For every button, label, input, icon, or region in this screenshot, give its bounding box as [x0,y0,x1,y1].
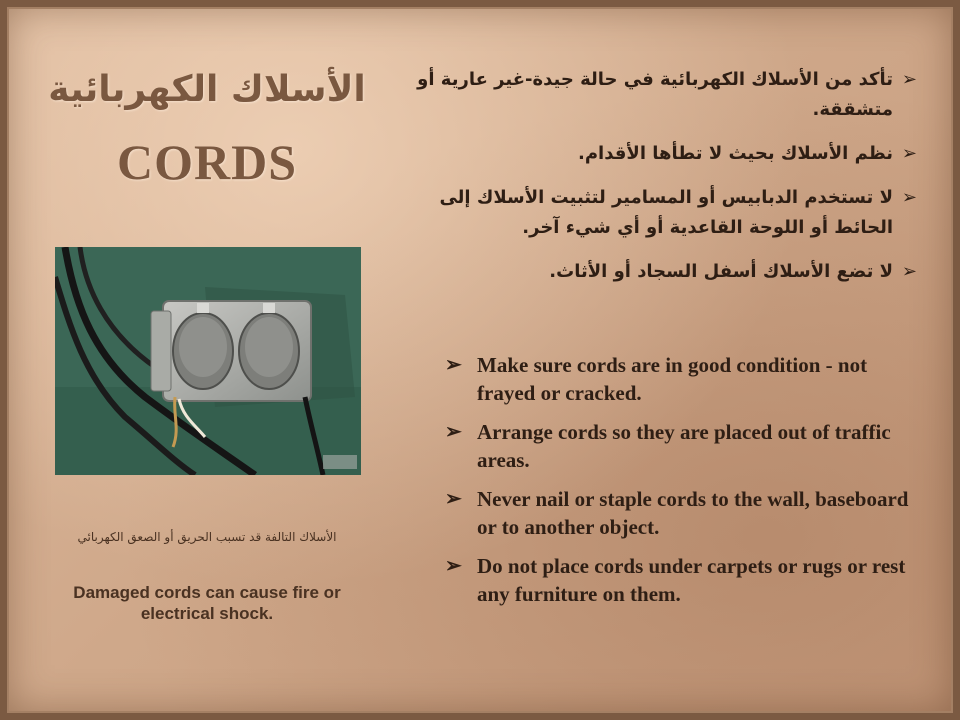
arabic-point-text: لا تستخدم الدبابيس أو المسامير لتثبيت الأسلاك إلى الحائط أو اللوحة القاعدية أو أي شيء آخر. [439,187,893,238]
english-point-text: Arrange cords so they are placed out of traffic areas. [477,420,891,472]
arrow-bullet-icon: ➢ [445,555,462,577]
damaged-cord-photo [55,247,361,475]
title-arabic: الأسلاك الكهربائية [48,69,366,110]
outlet-photo-icon [55,247,361,475]
english-point-text: Never nail or staple cords to the wall, baseboard or to another object. [477,487,909,539]
list-item [445,485,925,541]
arrow-bullet-icon: ➢ [445,354,462,376]
arabic-point-text: لا تضع الأسلاك أسفل السجاد أو الأثاث. [549,261,893,282]
english-point-text: Make sure cords are in good condition - not frayed or cracked. [477,353,868,405]
title-english: CORDS [116,134,298,190]
arabic-point-text: نظم الأسلاك بحيث لا تطأها الأقدام. [578,143,893,164]
arrow-bullet-icon: ➢ [901,261,917,282]
list-item [387,139,917,169]
english-point-text: Do not place cords under carpets or rugs or rest any furniture on them. [477,554,906,606]
arrow-bullet-icon: ➢ [445,421,462,443]
list-item [445,418,925,474]
english-bullet-list [445,351,925,619]
caption-arabic: الأسلاك التالفة قد تسبب الحريق أو الصعق الكهربائي [77,530,337,544]
caption-english: Damaged cords can cause fire or electrical shock. [73,583,341,623]
arabic-point-text: تأكد من الأسلاك الكهربائية في حالة جيدة-غير عارية أو متشققة. [417,69,893,120]
arabic-bullet-list [387,65,917,301]
arrow-bullet-icon: ➢ [901,143,917,164]
list-item [387,257,917,287]
list-item [445,351,925,407]
list-item [387,65,917,125]
list-item [387,183,917,243]
arrow-bullet-icon: ➢ [901,187,917,208]
list-item [445,552,925,608]
arrow-bullet-icon: ➢ [445,488,462,510]
arrow-bullet-icon: ➢ [901,69,917,90]
